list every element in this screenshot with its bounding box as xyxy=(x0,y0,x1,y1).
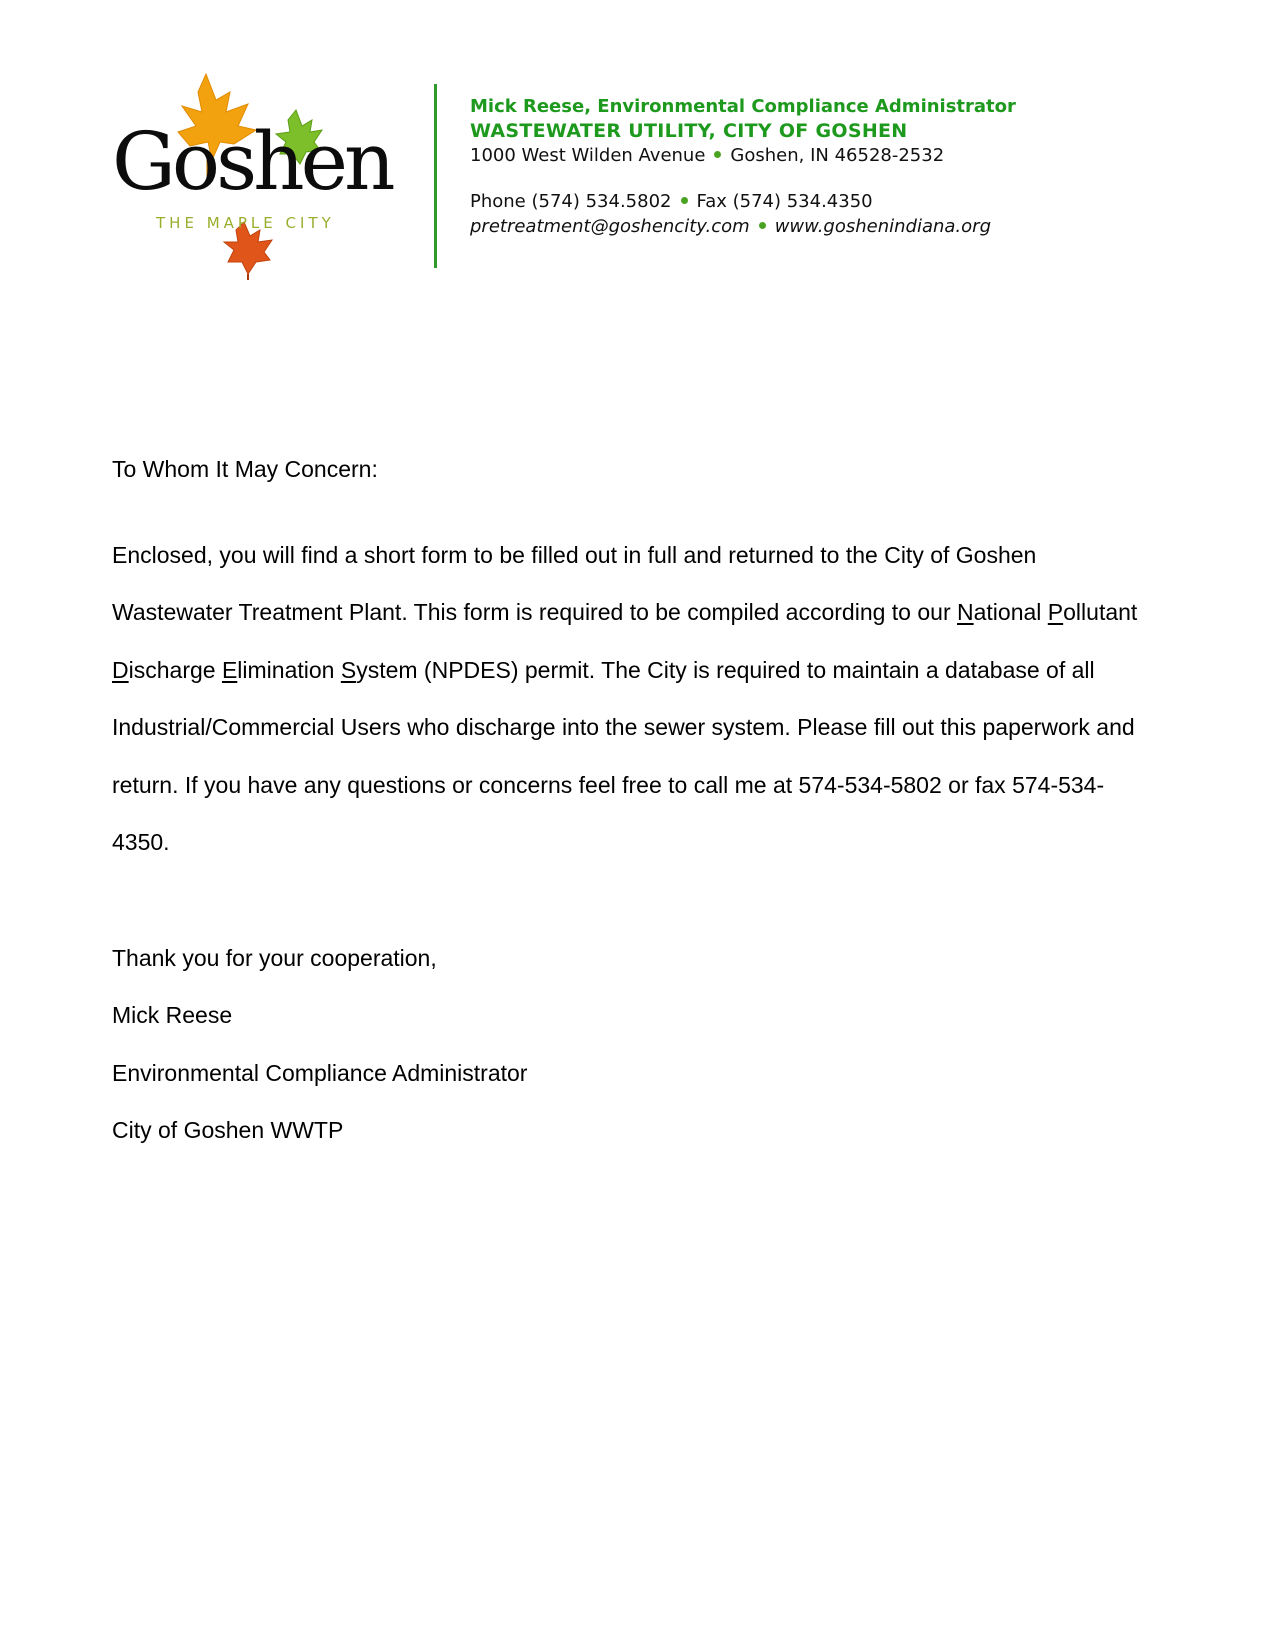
acronym-initial-e: E xyxy=(221,656,238,683)
acronym-word-discharge: ischarge xyxy=(128,656,222,683)
contact-block xyxy=(470,98,1190,236)
logo-wordmark: Goshen xyxy=(112,115,392,208)
acronym-initial-s: S xyxy=(340,656,357,683)
letter-body xyxy=(112,441,1152,1160)
acronym-initial-n: N xyxy=(957,599,974,625)
acronym-initial-p: P xyxy=(1047,599,1064,625)
bullet-dot-icon xyxy=(681,197,688,204)
acronym-initial-d: D xyxy=(112,656,129,683)
bullet-dot-icon xyxy=(714,151,721,158)
body-text-part2: (NPDES) permit. The City is required to maintain a database of all Industrial/Commercial Users who discharge into the sewer system. Please fill out this paperwork and return. If you have any questions or concerns feel free to call me at 574-534-5802 or fax 574-534-4350. xyxy=(112,656,1135,855)
website-url: www.goshenindiana.org xyxy=(774,216,991,237)
acronym-word-system: ystem xyxy=(356,656,418,683)
logo-tagline: THE MAPLE CITY xyxy=(156,214,335,232)
acronym-word-national: ational xyxy=(973,599,1048,625)
signature-name: Mick Reese xyxy=(112,1002,233,1028)
bullet-dot-icon xyxy=(759,222,766,229)
street-address: 1000 West Wilden Avenue xyxy=(470,145,706,166)
letterhead-divider xyxy=(434,84,437,268)
email-address: pretreatment@goshencity.com xyxy=(470,216,750,237)
acronym-word-elimination: limination xyxy=(237,656,341,683)
goshen-logo xyxy=(108,70,408,280)
fax-number: Fax (574) 534.4350 xyxy=(696,191,873,212)
phone-number: Phone (574) 534.5802 xyxy=(470,191,672,212)
phone-fax-line xyxy=(470,193,1190,211)
acronym-word-pollutant: ollutant xyxy=(1063,599,1138,625)
organization-name: WASTEWATER UTILITY, CITY OF GOSHEN xyxy=(470,120,908,142)
letterhead xyxy=(0,0,1275,300)
closing: Thank you for your cooperation, xyxy=(112,944,437,971)
city-state-zip: Goshen, IN 46528-2532 xyxy=(730,145,945,166)
sender-name-title: Mick Reese, Environmental Compliance Administrator xyxy=(470,96,1016,117)
signature-title: Environmental Compliance Administrator xyxy=(112,1059,528,1086)
salutation: To Whom It May Concern: xyxy=(112,456,378,482)
body-text-part1: Enclosed, you will find a short form to be filled out in full and returned to the City of Goshen Wastewater Treatment Plant. This form is required to be compiled according to our xyxy=(112,541,1037,625)
signature-organization: City of Goshen WWTP xyxy=(112,1117,344,1143)
email-web-line xyxy=(470,218,1190,236)
body-paragraph xyxy=(112,527,1152,872)
address-line xyxy=(470,147,1190,165)
